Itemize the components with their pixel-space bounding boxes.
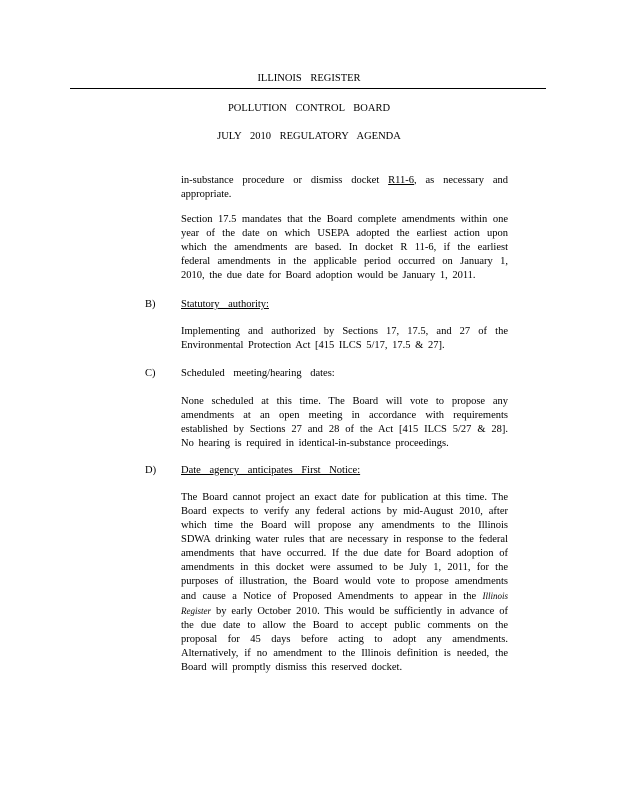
continuation-text-post: , as necessary and appropriate. bbox=[181, 175, 508, 200]
docket-number: R11-6 bbox=[388, 175, 414, 186]
continuation-paragraph bbox=[181, 174, 508, 202]
item-d-paragraph bbox=[181, 491, 508, 675]
item-c-label: C) bbox=[145, 368, 156, 379]
agenda-title: JULY 2010 REGULATORY AGENDA bbox=[217, 131, 401, 142]
item-b-label: B) bbox=[145, 299, 156, 310]
item-d-text-part2: by early October 2010. This would be sufficiently in advance of the due date to allow the Board to accept public comments on the proposal for 45 days before acting to adopt any amendments. Alternatively, if no amendment to the Illinois definition is needed, the Board will promptly dismiss this reserved docket. bbox=[181, 606, 508, 673]
item-d-label: D) bbox=[145, 465, 157, 476]
item-c-paragraph bbox=[181, 395, 508, 451]
item-c-text: None scheduled at this time. The Board will vote to propose any amendments at an open meeting in accordance with requirements established by Sections 27 and 28 of the Act [415 ILCS 5/27 & 28]. No hearing is required in identical-in-substance proceedings. bbox=[181, 396, 508, 449]
item-c-heading: Scheduled meeting/hearing dates: bbox=[181, 368, 335, 379]
register-title: ILLINOIS REGISTER bbox=[257, 73, 361, 84]
item-d-text-part1: The Board cannot project an exact date for publication at this time. The Board expects to verify any federal actions by mid-August 2010, after which time the Board will propose any amendments to the Illinois SDWA drinking water rules that are necessary in response to the federal amendments that have occurred. If the due date for Board adoption of amendments in this docket were assumed to be July 1, 2011, for the purposes of illustration, the Board would vote to propose amendments and cause a Notice of Proposed Amendments to appear in the bbox=[181, 492, 508, 602]
header-rule bbox=[70, 88, 546, 89]
item-b-paragraph bbox=[181, 325, 508, 353]
continuation-text-pre: in-substance procedure or dismiss docket bbox=[181, 175, 389, 186]
board-title: POLLUTION CONTROL BOARD bbox=[227, 103, 391, 114]
section-175-paragraph bbox=[181, 213, 508, 283]
item-b-text: Implementing and authorized by Sections 17, 17.5, and 27 of the Environmental Protection Act [415 ILCS 5/17, 17.5 & 27]. bbox=[181, 326, 508, 351]
section-175-text: Section 17.5 mandates that the Board complete amendments within one year of the date on which USEPA adopted the earliest action upon which the amendments are based. In docket R 11-6, if the earliest federal amendments in the applicable period occurred on January 1, 2010, the due date for Board adoption would be January 1, 2011. bbox=[181, 214, 508, 281]
item-d-heading: Date agency anticipates First Notice: bbox=[181, 465, 361, 476]
illinois-register-italic: Illinois Register bbox=[181, 591, 508, 616]
item-b-heading: Statutory authority: bbox=[181, 299, 269, 310]
